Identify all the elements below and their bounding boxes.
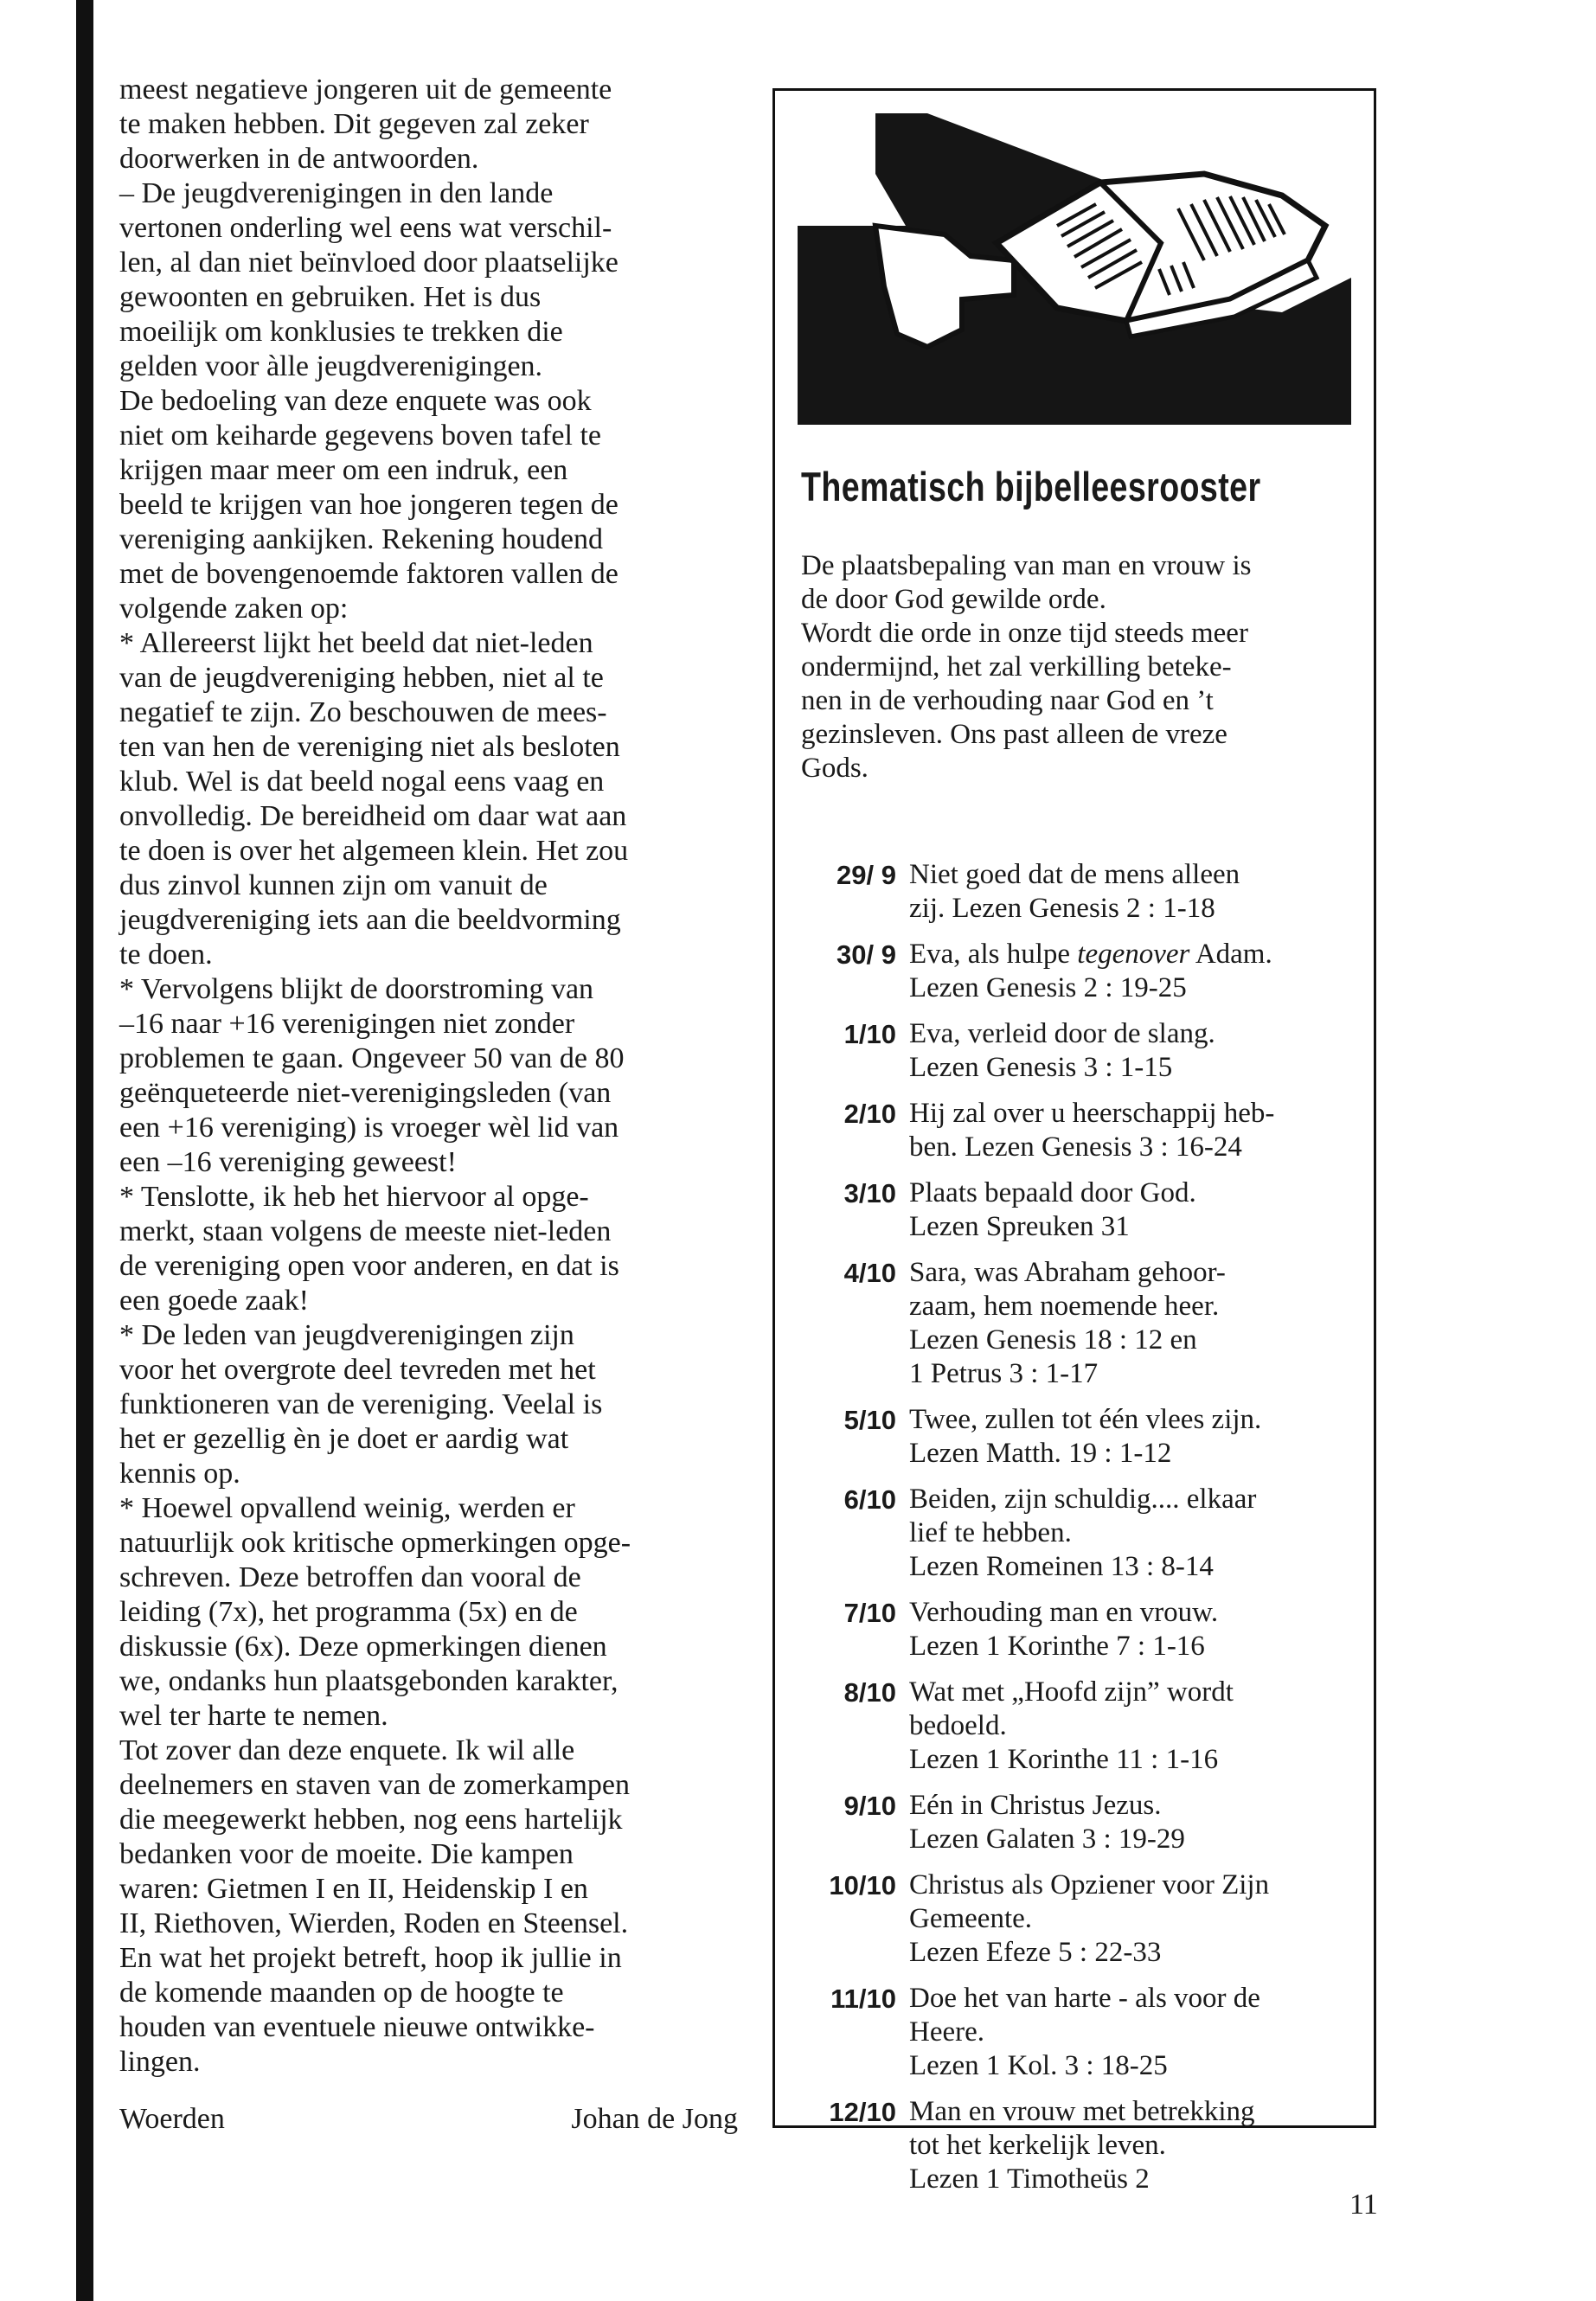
page-binding-edge <box>76 0 93 2301</box>
entry-reference: Lezen Genesis 2 : 19-25 <box>909 972 1187 1003</box>
signature-author: Johan de Jong <box>571 2103 738 2135</box>
entry-date: 29/ 9 <box>836 860 896 890</box>
schedule-entry <box>801 1403 1355 1471</box>
schedule-entry <box>801 858 1355 926</box>
entry-date: 12/10 <box>829 2097 896 2127</box>
schedule-entry <box>801 1982 1355 2083</box>
entry-date: 7/10 <box>843 1598 896 1628</box>
article-paragraph: * Hoewel opvallend weinig, werden er natuurlijk ook kritische opmerkingen opge- schreven. Deze betroffen dan vooral de leiding (7x), het programma (5x) en de diskussie (6x). Deze opmerkingen dienen we, ondanks hun plaatsgebonden karakter, wel ter harte te nemen. <box>119 1492 631 1732</box>
entry-text: Christus als Opziener voor Zijn Gemeente. Lezen Efeze 5 : 22-33 <box>909 1869 1270 1968</box>
schedule-entry <box>801 1868 1355 1970</box>
schedule-intro: De plaatsbepaling van man en vrouw is de door God gewilde orde. Wordt die orde in onze tijd steeds meer ondermijnd, het zal verkilling beteke- nen in de verhouding naar God en ’t gezinsleven. Ons past alleen de vreze Gods. <box>801 550 1252 784</box>
entry-date: 6/10 <box>843 1484 896 1515</box>
article-paragraph: – De jeugdverenigingen in den lande vertonen onderling wel eens wat verschil- len, al dan niet beïnvloed door plaatselijke gewoonten en gebruiken. Het is dus moeilijk om konklusies te trekken die gelden voor àlle jeugdverenigingen. <box>119 177 619 382</box>
entry-text: Beiden, zijn schuldig.... elkaar lief te hebben. Lezen Romeinen 13 : 8-14 <box>909 1484 1257 1582</box>
article-paragraph: Tot zover dan deze enquete. Ik wil alle deelnemers en staven van de zomerkampen die meegewerkt hebben, nog eens hartelijk bedanken voor de moeite. Die kampen waren: Gietmen I en II, Heidenskip I en II, Riethoven, Wierden, Roden en Steensel. En wat het projekt betreft, hoop ik jullie in de komende maanden op de hoogte te houden van eventuele nieuwe ontwikke- lingen. <box>119 1734 631 2078</box>
entry-date: 10/10 <box>829 1870 896 1900</box>
schedule-title: Thematisch bijbelleesrooster <box>801 464 1261 510</box>
entry-text: Hij zal over u heerschappij heb- ben. Lezen Genesis 3 : 16-24 <box>909 1098 1275 1163</box>
entry-text: Eva, verleid door de slang. Lezen Genesis 3 : 1-15 <box>909 1018 1215 1083</box>
article-paragraph: * Tenslotte, ik heb het hiervoor al opge- merkt, staan volgens de meeste niet-leden de vereniging open voor anderen, en dat is een goede zaak! <box>119 1181 619 1317</box>
signature-place: Woerden <box>119 2103 225 2135</box>
schedule-entry <box>801 1017 1355 1085</box>
schedule-entry <box>801 1256 1355 1391</box>
entry-text: Verhouding man en vrouw. Lezen 1 Korinthe 7 : 1-16 <box>909 1597 1219 1662</box>
entry-date: 3/10 <box>843 1178 896 1208</box>
schedule-entry <box>801 1483 1355 1584</box>
reading-schedule <box>801 858 1355 2208</box>
entry-text: Niet goed dat de mens alleen zij. Lezen Genesis 2 : 1-18 <box>909 859 1240 924</box>
reading-schedule-box <box>772 88 1376 2195</box>
entry-date: 11/10 <box>830 1984 896 2014</box>
schedule-entry <box>801 938 1355 1005</box>
entry-date: 2/10 <box>843 1099 896 1129</box>
entry-text: Doe het van harte - als voor de Heere. Lezen 1 Kol. 3 : 18-25 <box>909 1983 1260 2081</box>
entry-text <box>909 938 1355 971</box>
schedule-entry <box>801 1176 1355 1244</box>
open-bible-illustration <box>798 113 1351 425</box>
schedule-entry <box>801 2095 1355 2196</box>
entry-text: Twee, zullen tot één vlees zijn. Lezen Matth. 19 : 1-12 <box>909 1404 1262 1469</box>
entry-date: 9/10 <box>843 1791 896 1821</box>
article-paragraph: * De leden van jeugdverenigingen zijn voor het overgrote deel tevreden met het funktioneren van de vereniging. Veelal is het er gezellig èn je doet er aardig wat kennis op. <box>119 1319 603 1490</box>
entry-text: Sara, was Abraham gehoor- zaam, hem noemende heer. Lezen Genesis 18 : 12 en 1 Petrus 3 : 1-17 <box>909 1257 1226 1389</box>
entry-text: Wat met „Hoofd zijn” wordt bedoeld. Lezen 1 Korinthe 11 : 1-16 <box>909 1676 1234 1775</box>
article-paragraph: meest negatieve jongeren uit de gemeente te maken hebben. Dit gegeven zal zeker doorwerken in de antwoorden. <box>119 74 612 175</box>
entry-text-end: Adam. <box>1189 939 1272 970</box>
entry-date: 30/ 9 <box>836 939 896 970</box>
page-number: 11 <box>1349 2189 1378 2221</box>
entry-text-emphasis: tegenover <box>1077 939 1190 970</box>
entry-text-start: Eva, als hulpe <box>909 939 1078 970</box>
entry-date: 8/10 <box>843 1677 896 1708</box>
entry-date: 5/10 <box>843 1405 896 1435</box>
entry-date: 4/10 <box>843 1258 896 1288</box>
entry-text: Man en vrouw met betrekking tot het kerkelijk leven. Lezen 1 Timotheüs 2 <box>909 2096 1255 2195</box>
article-paragraph: * Allereerst lijkt het beeld dat niet-leden van de jeugdvereniging hebben, niet al te negatief te zijn. Zo beschouwen de mees- ten van hen de vereniging niet als besloten klub. Wel is dat beeld nogal eens vaag en onvolledig. De bereidheid om daar wat aan te doen is over het algemeen klein. Het zou dus zinvol kunnen zijn om vanuit de jeugdvereniging iets aan die beeldvorming te doen. <box>119 627 629 971</box>
schedule-entry <box>801 1097 1355 1164</box>
schedule-entry <box>801 1789 1355 1856</box>
entry-text: Eén in Christus Jezus. Lezen Galaten 3 : 19-29 <box>909 1790 1185 1855</box>
schedule-entry <box>801 1596 1355 1663</box>
entry-text: Plaats bepaald door God. Lezen Spreuken 31 <box>909 1177 1196 1242</box>
entry-date: 1/10 <box>843 1019 896 1049</box>
article-paragraph: De bedoeling van deze enquete was ook niet om keiharde gegevens boven tafel te krijgen maar meer om een indruk, een beeld te krijgen van hoe jongeren tegen de vereniging aankijken. Rekening houdend met de bovengenoemde faktoren vallen de volgende zaken op: <box>119 385 619 625</box>
article-column <box>119 73 738 2080</box>
schedule-entry <box>801 1676 1355 1777</box>
article-paragraph: * Vervolgens blijkt de doorstroming van –16 naar +16 verenigingen niet zonder problemen te gaan. Ongeveer 50 van de 80 geënqueteerde niet-verenigingsleden (van een +16 vereniging) is vroeger wèl lid van een –16 vereniging geweest! <box>119 973 625 1178</box>
